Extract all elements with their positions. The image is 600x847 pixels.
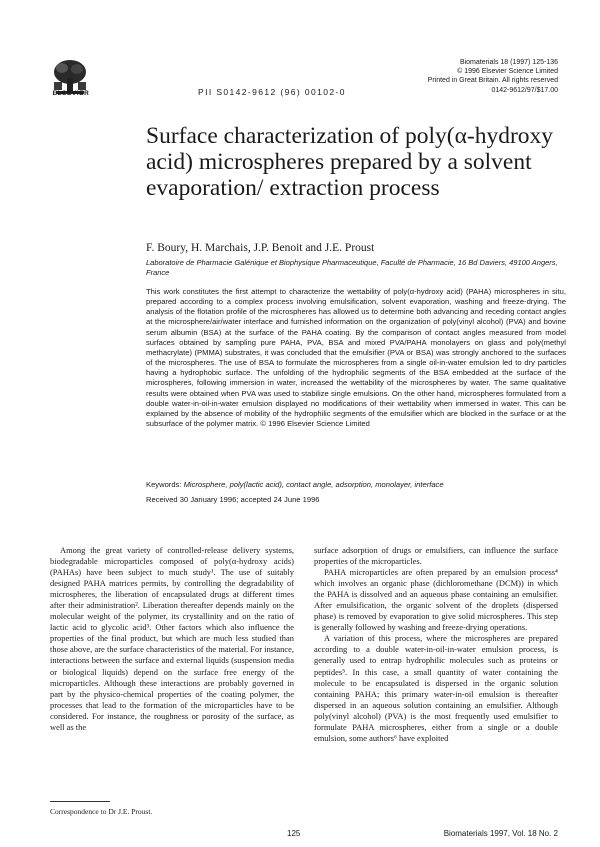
body-column-right: [314, 545, 558, 744]
author-affiliation: Laboratoire de Pharmacie Galénique et Biophysique Pharmaceutique, Faculté de Pharmacie, 16 Bd Daviers, 49100 Angers, France: [146, 258, 558, 277]
body-paragraph: surface adsorption of drugs or emulsifiers, can influence the surface properties of the microparticles.: [314, 545, 558, 567]
journal-footer: Biomaterials 1997, Vol. 18 No. 2: [443, 829, 558, 838]
copyright-line: © 1996 Elsevier Science Limited: [457, 68, 558, 76]
body-paragraph: PAHA microparticles are often prepared by an emulsion process⁴ which involves an organic phase (dichloromethane (DCM)) in which the PAHA is dissolved and an aqueous phase containing an emulsifier. After emulsification, the organic solvent of the droplets (dispersed phase) is removed by evaporation to give solid microspheres. This step is generally followed by washing and freeze-drying operations.: [314, 567, 558, 633]
abstract: This work constitutes the first attempt to characterize the wettability of poly(α-hydroxy acid) (PAHA) microspheres in situ, prepared according to a complex process involving emulsification, solvent evaporation, washing and freeze-drying. The analysis of the flotation profile of the microspheres has allowed us to determine both advancing and receding contact angles at the microsphere/air/water interface and furnished information on the organization of poly(vinyl alcohol) (PVA) and bovine serum albumin (BSA) at the surface of the PAHA coating. By the comparison of contact angles measured from model surfaces obtained by sampling pure PAHA, PVA, BSA and mixed PVA/PAHA monolayers on glass and poly(methyl methacrylate) (PMMA) substrates, it was concluded that the emulsifier (PVA or BSA) was strongly anchored to the surfaces of the microspheres. The use of BSA to formulate the microspheres from a single oil-in-water emulsion led to dry particles having a hydrophobic surface. The unfolding of the hydrophilic segments of the BSA embedded at the surface of the microspheres, following immersion in water, increased the wettability of the microspheres by water. The same qualitative results were obtained when PVA was used to stabilize single emulsions. On the other hand, microspheres formulated from a double water-in-oil-in-water emulsion displayed no modifications of their wettability when immersed in water. This can be explained by the absence of mobility of the hydrophilic segments of the emulsifier which are blocked in the surface or at the subsurface of the polymer matrix. © 1996 Elsevier Science Limited: [146, 287, 566, 429]
correspondence-footnote: Correspondence to Dr J.E. Proust.: [50, 807, 153, 816]
journal-citation: Biomaterials 18 (1997) 125-136: [459, 59, 558, 66]
body-column-left: [50, 545, 294, 733]
author-list: F. Boury, H. Marchais, J.P. Benoit and J.E. Proust: [146, 242, 375, 254]
publisher-name: ELSEVIER: [52, 90, 90, 97]
received-dates: Received 30 January 1996; accepted 24 June 1996: [146, 495, 320, 504]
body-paragraph: Among the great variety of controlled-release delivery systems, biodegradable microparticles composed of poly(α-hydroxy acids) (PAHAs) have been subject to much study¹. The use of suitably designed PAHA matrices permits, by controlling the degradability of microspheres, the liberation of encapsulated drugs at different times after their administration². Liberation thereafter depends mainly on the molecular weight of the polymer, its crystallinity and on the ratio of lactic acid to glycolic acid³. Other factors which also influence the properties of the final product, but which are much less studied than those above, are the surface characteristics of the material. For instance, interactions between the surface and external liquids (suspension media or biological liquids) depend on the surface free energy of the microparticles. Although these interactions are probably governed in part by the physico-chemical properties of the coating polymer, the processes that lead to the formation of the microparticles have to be considered. For instance, the roughness or porosity of the surface, as well as the: [50, 545, 294, 732]
keywords-label: Keywords:: [146, 480, 182, 489]
body-paragraph: A variation of this process, where the microspheres are prepared according to a double water-in-oil-in-water emulsion process, is generally used to entrap hydrophilic molecules such as proteins or peptides⁵. In this case, a small quantity of water containing the molecule to be encapsulated is dispersed in the organic solution containing PAHA; this primary water-in-oil emulsion is thereafter dispersed in an aqueous solution containing an emulsifier. Although poly(vinyl alcohol) (PVA) is the most frequently used emulsifier to formulate PAHA microspheres, either from a single or a double emulsion, some authors⁶ have exploited: [314, 633, 558, 743]
journal-meta-block: [413, 58, 558, 95]
printed-line: Printed in Great Britain. All rights reserved: [427, 77, 558, 85]
footnote-divider: [50, 801, 110, 802]
pii-code: PII S0142-9612 (96) 00102-0: [198, 87, 346, 97]
keywords-line: [146, 480, 566, 489]
article-title: Surface characterization of poly(α-hydroxy acid) microspheres prepared by a solvent evaporation/ extraction process: [146, 123, 554, 201]
page-number: 125: [287, 829, 301, 838]
keywords-text: Microsphere, poly(lactic acid), contact angle, adsorption, monolayer, interface: [183, 480, 444, 489]
issn-line: 0142-9612/97/$17.00: [491, 86, 558, 94]
